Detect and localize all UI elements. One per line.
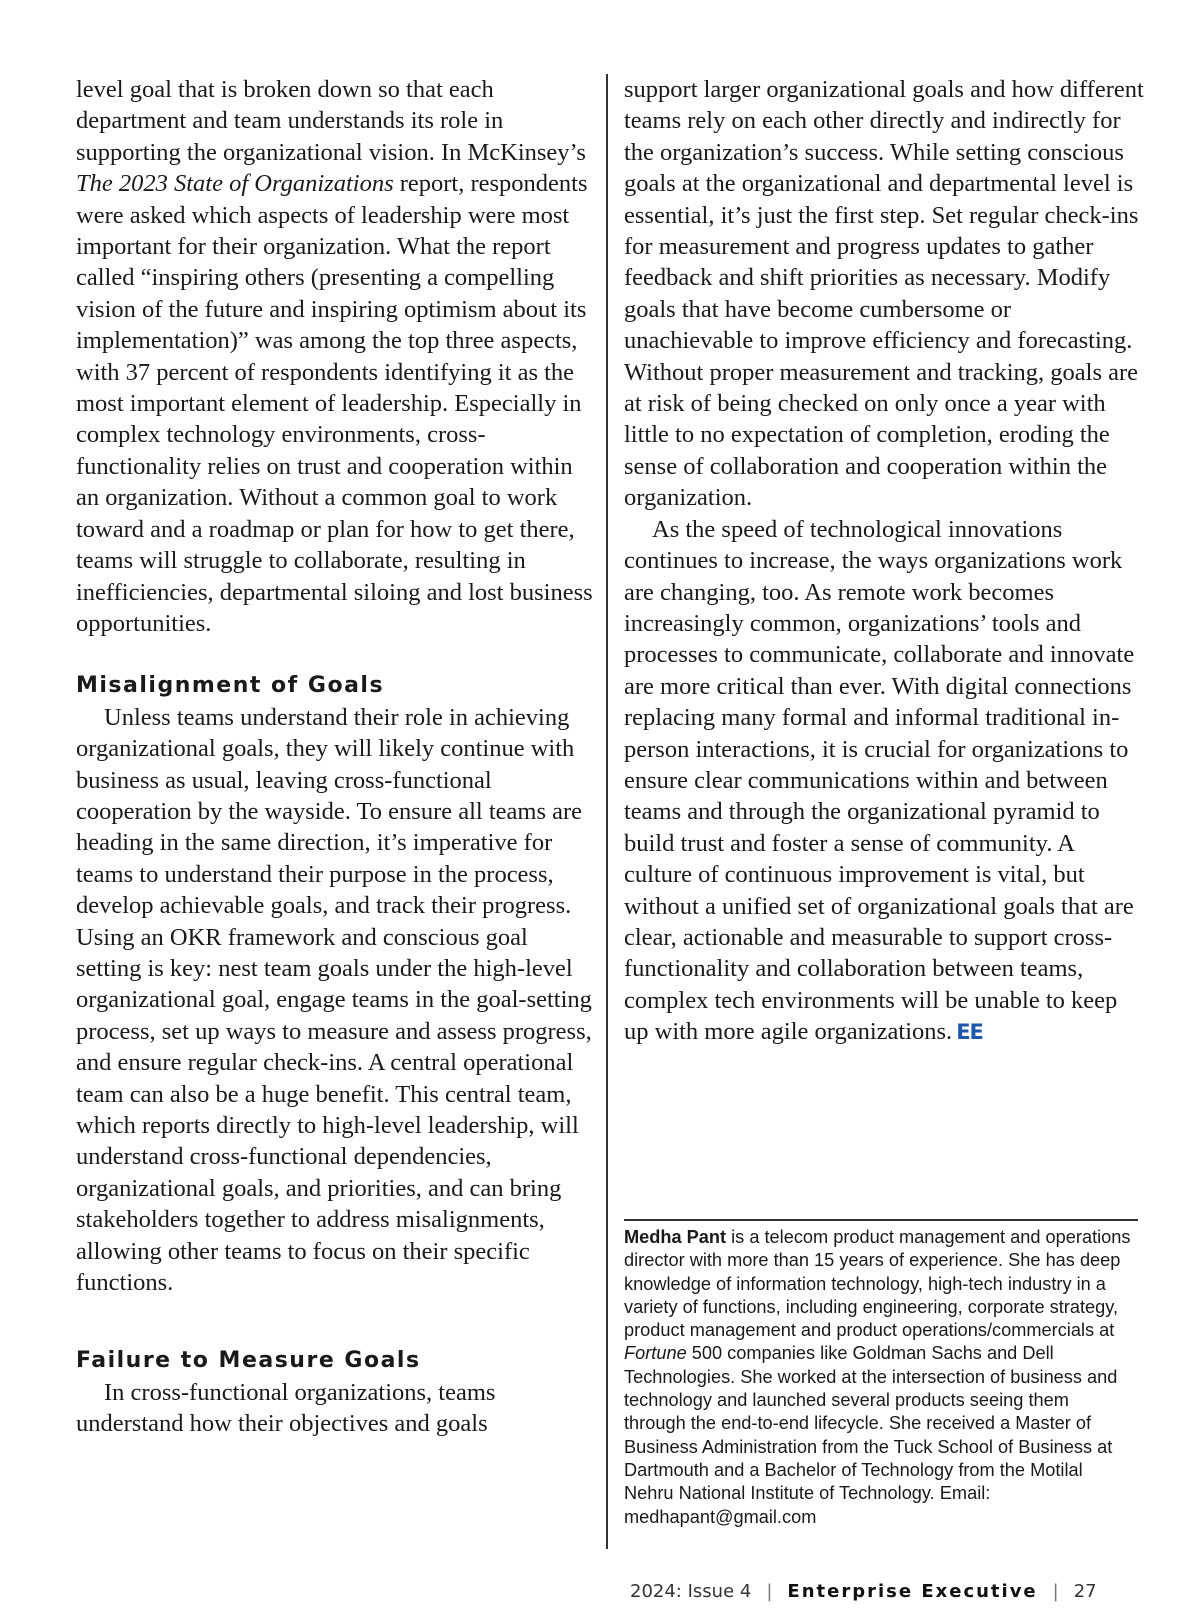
report-title: The 2023 State of Organizations [76,170,394,198]
body-paragraph: In cross-functional organizations, teams understand how their objectives and goals [76,1378,496,1438]
body-paragraph: level goal that is broken down so that each department and team understands its role in supporting the organizational vision. In McKinsey’s The 2023 State of Organizations report, respondents were asked which aspects of leadership were most important for their organization. What the report called “inspiring others (presenting a compelling vision of the future and inspiring optimism about its implementation)” was among the top three aspects, with 37 percent of respondents identifying it as the most important element of leadership. Especially in complex technology environments, cross-functionality relies on trust and cooperation within an organization. Without a common goal to work toward and a roadmap or plan for how to get there, teams will struggle to collaborate, resulting in inefficiencies, departmental siloing and lost business opportunities. [76,76,593,637]
issue-label: 2024: Issue 4 [630,1581,752,1602]
end-mark-logo: EE [956,1020,983,1045]
author-email: medhapant@gmail.com [624,1506,817,1527]
page-footer [630,1581,1140,1602]
body-paragraph: Unless teams understand their role in achieving organizational goals, they will likely continue with business as usual, leaving cross-functional cooperation by the wayside. To ensure all teams are heading in the same direction, it’s imperative for teams to understand their purpose in the process, develop achievable goals, and track their progress. Using an OKR framework and conscious goal setting is key: nest team goals under the high-level organizational goal, engage teams in the goal-setting process, set up ways to measure and assess progress, and ensure regular check-ins. A central operational team can also be a huge benefit. This central team, which reports directly to high-level leadership, will understand cross-functional dependencies, organizational goals, and priorities, and can bring stakeholders together to address misalignments, allowing other teams to focus on their specific functions. [76,703,592,1297]
body-paragraph: support larger organizational goals and how different teams rely on each other directly and indirectly for the organization’s success. While setting conscious goals at the organizational and departmental level is essential, it’s just the first step. Set regular check-ins for measurement and progress updates to gather feedback and shift priorities as necessary. Modify goals that have become cumbersome or unachievable to improve efficiency and forecasting. Without proper measurement and tracking, goals are at risk of being checked on only once a year with little to no expectation of completion, eroding the sense of collaboration and cooperation within the organization. [624,76,1144,512]
bio-divider [624,1219,1138,1221]
magazine-name: Enterprise Executive [787,1581,1038,1602]
column-divider [606,74,608,1549]
author-name: Medha Pant [624,1227,727,1247]
section-heading: Misalignment of Goals [76,673,385,699]
left-column [76,74,596,1440]
right-column [624,74,1144,1049]
page-number: 27 [1073,1581,1097,1602]
body-paragraph: As the speed of technological innovations continues to increase, the ways organizations work are changing, too. As remote work becomes increasingly common, organizations’ tools and processes to communicate, collaborate and innovate are more critical than ever. With digital connections replacing many formal and informal traditional in-person interactions, it is crucial for organizations to ensure clear communications within and between teams and through the organizational pyramid to build trust and foster a sense of community. A culture of continuous improvement is vital, but without a unified set of organizational goals that are clear, actionable and measurable to support cross-functionality and collaboration between teams, complex tech environments will be unable to keep up with more agile organizations. EE [624,515,1135,1046]
author-bio: Medha Pant is a telecom product management and operations director with more than 15 years of experience. She has deep knowledge of information technology, high-tech industry in a variety of functions, including engineering, corporate strategy, product management and product operations/commercials at Fortune 500 companies like Goldman Sachs and Dell Technologies. She worked at the intersection of business and technology and launched several products seeing them through the end-to-end lifecycle. She received a Master of Business Administration from the Tuck School of Business at Dartmouth and a Bachelor of Technology from the Motilal Nehru National Institute of Technology. Email: medhapant@gmail.com [624,1227,1131,1527]
section-heading: Failure to Measure Goals [76,1348,421,1374]
footer-separator: | [766,1581,773,1602]
footer-separator: | [1052,1581,1059,1602]
